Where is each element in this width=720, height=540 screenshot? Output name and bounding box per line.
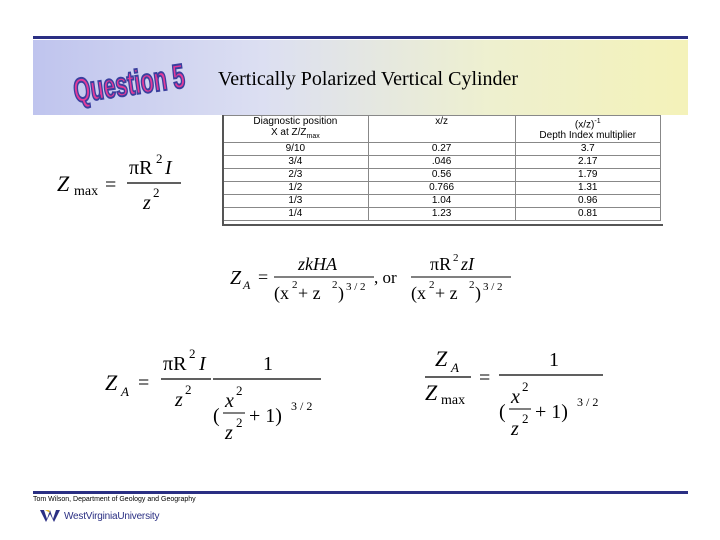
- svg-text:2: 2: [469, 279, 475, 291]
- svg-text:I: I: [165, 157, 172, 179]
- equation-za-general: [228, 250, 518, 315]
- svg-text:2: 2: [522, 379, 529, 394]
- svg-text:3 / 2: 3 / 2: [291, 399, 313, 413]
- svg-text:2: 2: [332, 279, 338, 291]
- svg-text:(x: (x: [411, 283, 426, 303]
- svg-text:A: A: [243, 278, 251, 292]
- svg-text:): ): [338, 283, 344, 303]
- svg-text:=: =: [258, 267, 269, 287]
- svg-text:πR: πR: [163, 353, 187, 375]
- svg-text:3 / 2: 3 / 2: [483, 281, 503, 293]
- svg-text:+ z: + z: [298, 283, 321, 303]
- svg-text:z: z: [225, 422, 233, 444]
- svg-text:z: z: [511, 418, 519, 440]
- svg-text:(: (: [499, 401, 506, 423]
- svg-text:1: 1: [549, 349, 559, 371]
- svg-text:z: z: [143, 192, 151, 214]
- svg-text:): ): [475, 283, 481, 303]
- svg-text:=: =: [105, 174, 117, 196]
- svg-text:2: 2: [236, 415, 243, 430]
- svg-text:2: 2: [453, 252, 459, 264]
- svg-text:max: max: [441, 393, 466, 408]
- svg-text:2: 2: [236, 383, 243, 398]
- table-row: 1/4 1.23 0.81: [223, 208, 661, 221]
- table-row: 3/4 .046 2.17: [223, 156, 661, 169]
- question-logo: [66, 45, 251, 111]
- header-depth-index: $(x/z)^{-1}$ Depth Index multiplier: [515, 116, 660, 143]
- svg-text:3 / 2: 3 / 2: [346, 281, 366, 293]
- depth-index-table: [222, 115, 661, 221]
- svg-text:2: 2: [292, 279, 298, 291]
- svg-text:Z: Z: [57, 171, 70, 196]
- svg-text:Z: Z: [105, 370, 118, 395]
- university-name: WestVirginiaUniversity: [64, 510, 160, 522]
- svg-text:πR: πR: [430, 254, 452, 274]
- footer-rule: [33, 491, 688, 494]
- question-logo-text: Question 5: [71, 48, 251, 111]
- svg-text:(x: (x: [274, 283, 289, 303]
- svg-text:Z: Z: [230, 267, 242, 289]
- svg-text:2: 2: [153, 185, 160, 200]
- svg-text:z: z: [175, 389, 183, 411]
- university-logo: [40, 509, 159, 523]
- equation-ratio: [423, 340, 623, 460]
- svg-text:Z: Z: [435, 346, 448, 371]
- svg-text:3 / 2: 3 / 2: [577, 395, 599, 409]
- svg-text:2: 2: [185, 382, 192, 397]
- flying-wv-icon: [40, 509, 60, 523]
- svg-text:, or: , or: [374, 268, 397, 287]
- table-row: 1/2 0.766 1.31: [223, 182, 661, 195]
- svg-text:A: A: [451, 360, 459, 375]
- header-x-over-z: x/z: [368, 116, 515, 143]
- svg-text:x: x: [511, 386, 520, 408]
- table-header-row: [223, 116, 661, 143]
- svg-text:Z: Z: [425, 380, 438, 405]
- table-row: 2/3 0.56 1.79: [223, 169, 661, 182]
- svg-text:(: (: [213, 405, 220, 427]
- svg-text:zkHA: zkHA: [298, 254, 337, 274]
- footer-credit: Tom Wilson, Department of Geology and Geography: [33, 496, 196, 503]
- svg-text:+ 1): + 1): [535, 401, 568, 423]
- table-row: 9/10 0.27 3.7: [223, 143, 661, 156]
- table-row: 1/3 1.04 0.96: [223, 195, 661, 208]
- equation-zmax: [55, 148, 195, 223]
- svg-text:max: max: [74, 184, 99, 199]
- svg-text:x: x: [225, 390, 234, 412]
- header-top-rule: [33, 36, 688, 39]
- equation-za-expanded: [103, 340, 333, 460]
- svg-text:2: 2: [189, 346, 196, 361]
- header-diagnostic-position: Diagnostic position X at $Z/Z_{max}$: [223, 116, 369, 143]
- svg-text:A: A: [121, 384, 129, 399]
- svg-text:2: 2: [522, 411, 529, 426]
- svg-text:I: I: [199, 353, 206, 375]
- svg-text:πR: πR: [129, 157, 153, 179]
- svg-text:2: 2: [156, 151, 163, 166]
- svg-text:=: =: [138, 372, 150, 394]
- svg-text:1: 1: [263, 353, 273, 375]
- svg-text:+ 1): + 1): [249, 405, 282, 427]
- svg-text:zI: zI: [461, 254, 474, 274]
- svg-text:=: =: [479, 367, 491, 389]
- slide-title: Vertically Polarized Vertical Cylinder: [218, 68, 519, 90]
- svg-text:2: 2: [429, 279, 435, 291]
- svg-text:+ z: + z: [435, 283, 458, 303]
